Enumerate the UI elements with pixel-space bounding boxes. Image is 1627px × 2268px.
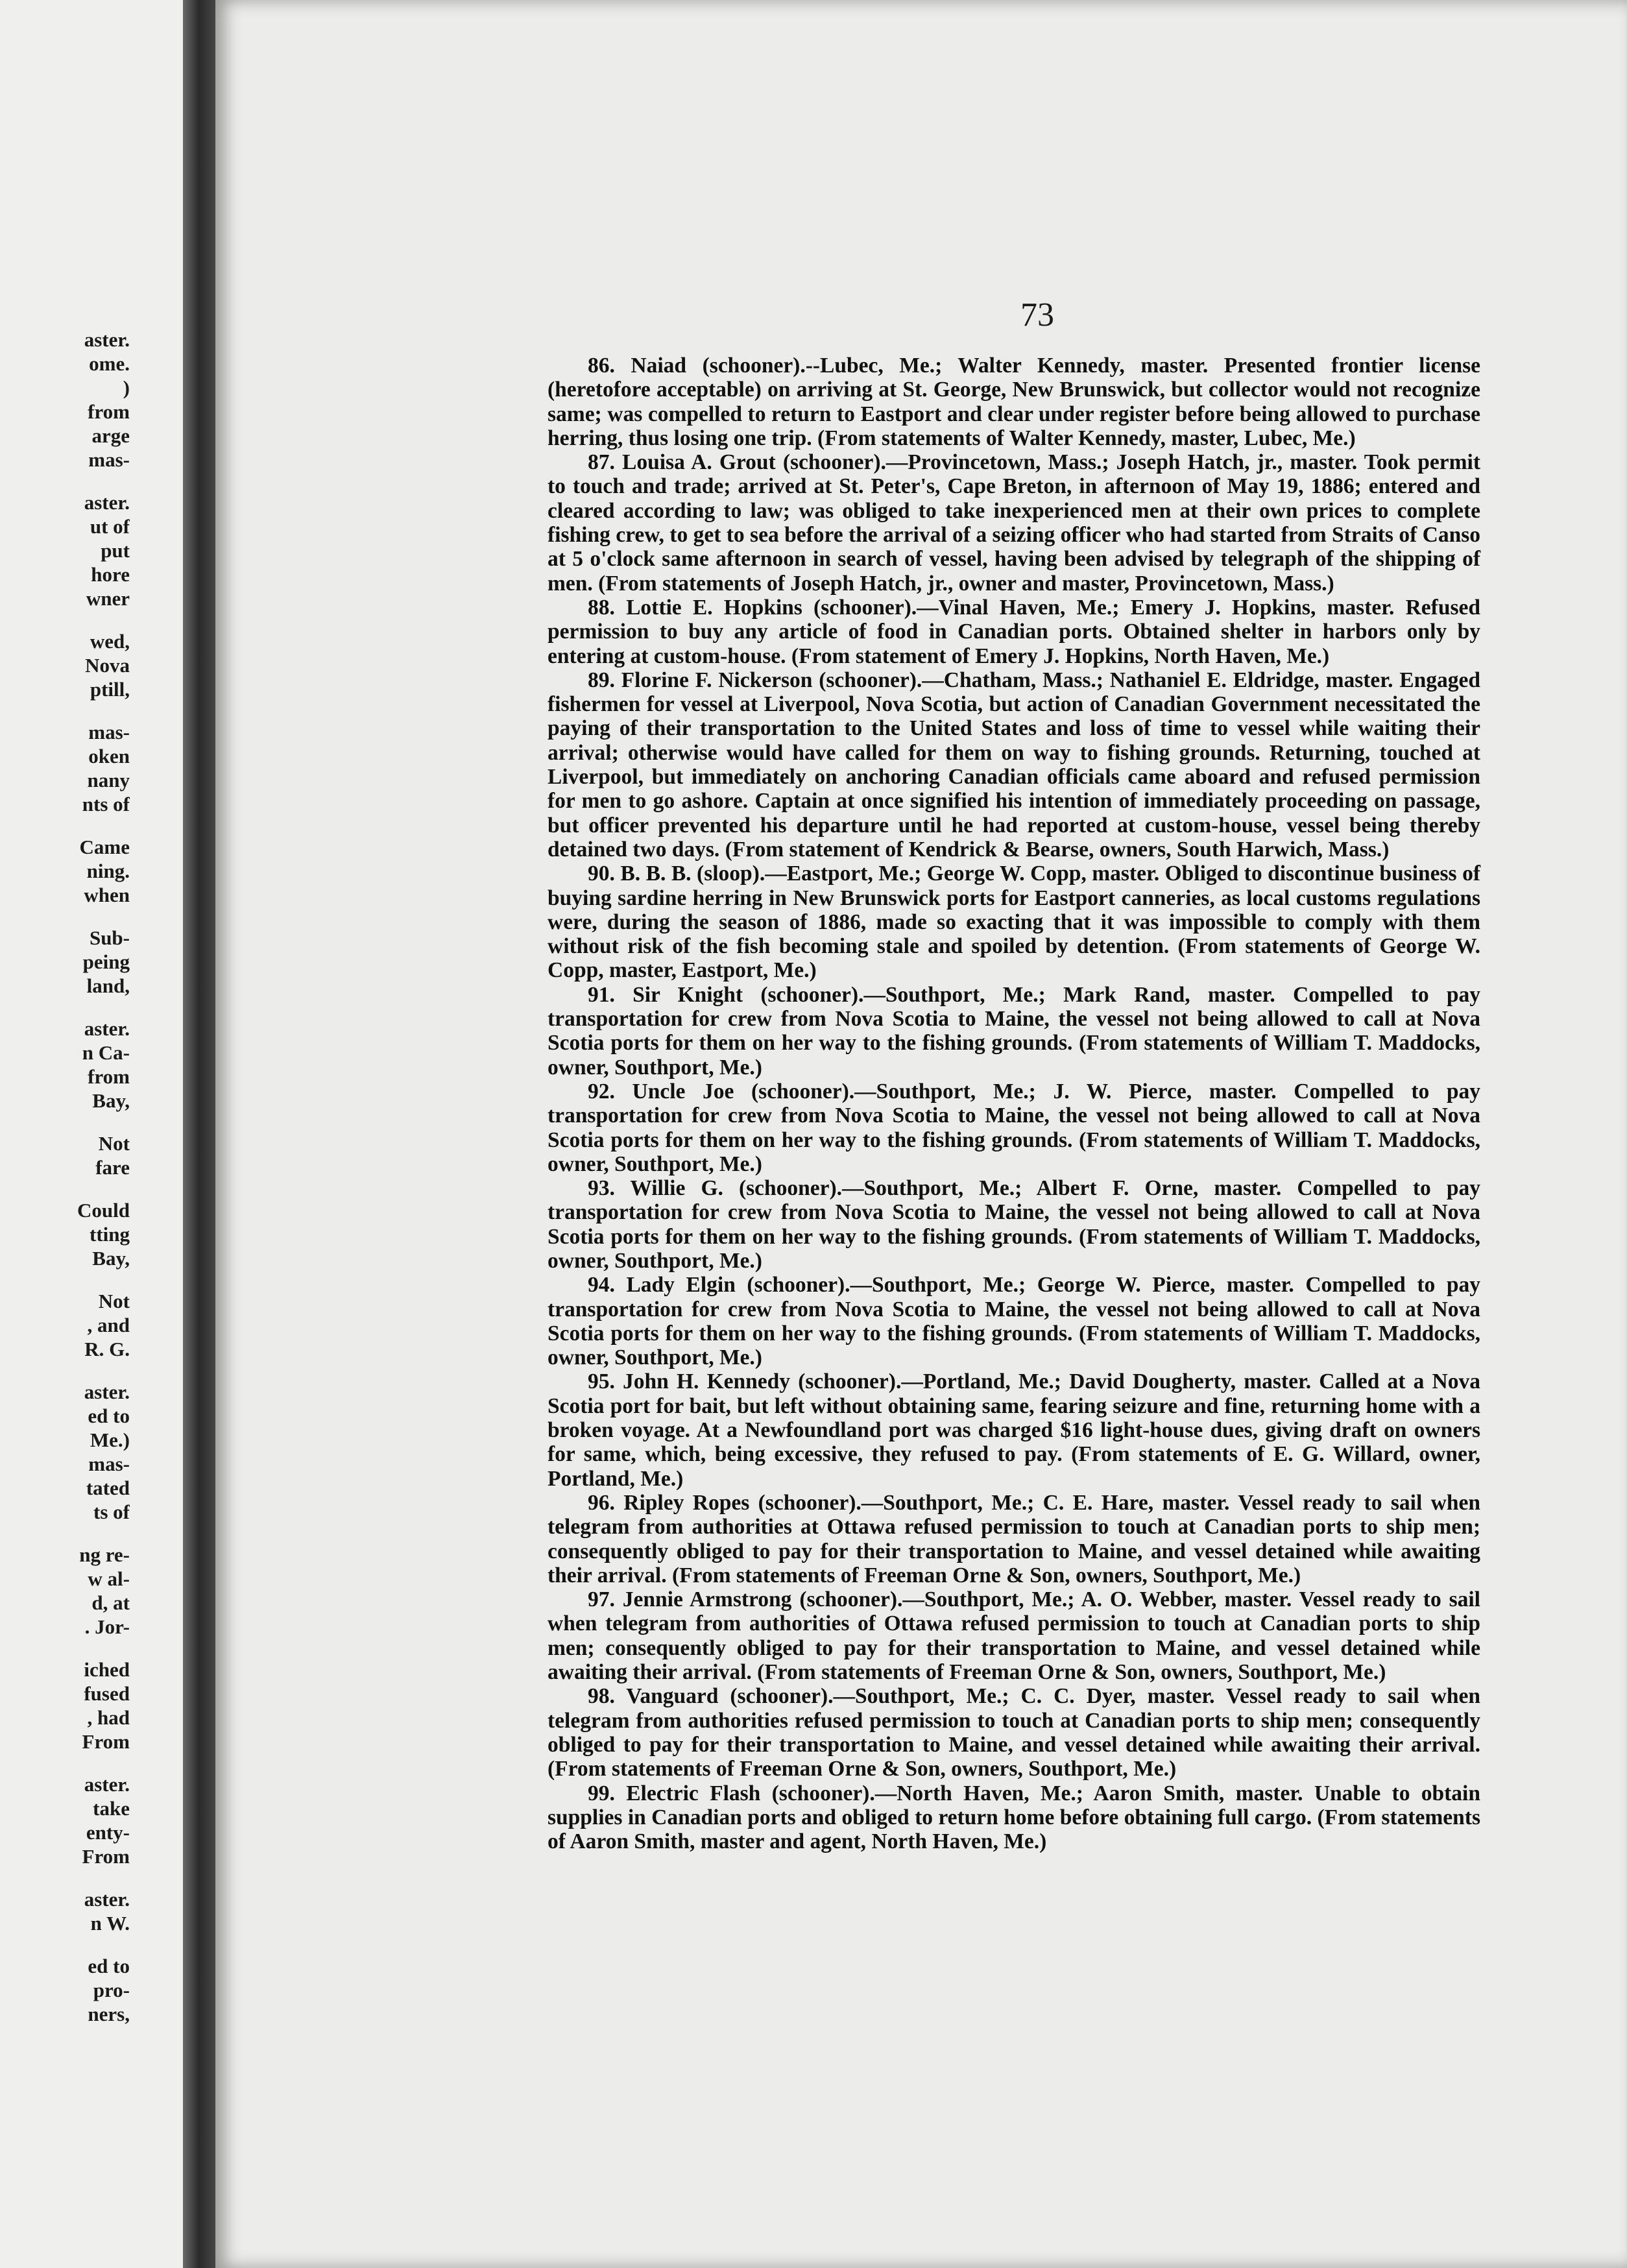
fragment-gap [0,1524,130,1543]
vessel-entry: 88. Lottie E. Hopkins (schooner).—Vinal Haven, Me.; Emery J. Hopkins, master. Refused permission to buy any article of food in Canadian ports. Obtained shelter in harbors only by entering at custom-house. (From statement of Emery J. Hopkins, North Haven, Me.) [548,595,1480,668]
previous-page-fragment: aster. [84,1773,130,1796]
previous-page-fragment: aster. [84,1381,130,1403]
document-page [215,0,1627,2268]
previous-page-fragment: aster. [84,1888,130,1911]
previous-page-fragment: wed, [90,630,130,653]
vessel-entry: 99. Electric Flash (schooner).—North Haven, Me.; Aaron Smith, master. Unable to obtain supplies in Canadian ports and obliged to return home before obtaining full cargo. (From statements of Aaron Smith, master and agent, North Haven, Me.) [548,1781,1480,1854]
previous-page-fragment: , had [87,1706,130,1729]
previous-page-fragment: Nova [85,654,130,677]
previous-page-fragment: mas- [88,1453,130,1475]
previous-page-fragment: n Ca- [82,1041,130,1064]
previous-page-fragment: tting [90,1223,130,1246]
previous-page-fragment: ning. [86,860,130,882]
fragment-gap [0,701,130,720]
previous-page-fragment: tated [86,1477,130,1499]
previous-page-fragment: from [88,400,130,423]
previous-page-fragment: from [88,1065,130,1088]
previous-page-fragment: Came [79,836,130,858]
vessel-entry: 86. Naiad (schooner).--Lubec, Me.; Walter Kennedy, master. Presented frontier license (heretofore acceptable) on arriving at St. George, New Brunswick, but collector would not recognize same; was compelled to return to Eastport and clear under register before being allowed to purchase herring, thus losing one trip. (From statements of Walter Kennedy, master, Lubec, Me.) [548,354,1480,450]
previous-page-fragment: fare [95,1156,130,1179]
vessel-entry: 89. Florine F. Nickerson (schooner).—Chatham, Mass.; Nathaniel E. Eldridge, master. Engaged fishermen for vessel at Liverpool, Nova Scotia, but action of Canadian Government necessitated the paying of their transportation to the United States and loss of time to vessel while waiting their arrival; otherwise would have called for them on way to fishing grounds. Returning, touched at Liverpool, but immediately on anchoring Canadian officials came aboard and refused permission for men to go ashore. Captain at once signified his intention of immediately proceeding on passage, but officer prevented his departure until he had reported at custom-house, vessel being thereby detained two days. (From statement of Kendrick & Bearse, owners, South Harwich, Mass.) [548,668,1480,862]
previous-page-fragment: hore [91,563,130,586]
previous-page-fragment: Not [98,1132,130,1155]
fragment-gap [0,1179,130,1198]
vessel-entry: 94. Lady Elgin (schooner).—Southport, Me.; George W. Pierce, master. Compelled to pay transportation for crew from Nova Scotia to Maine, the vessel not being allowed to call at Nova Scotia ports for them on her way to the fishing grounds. (From statements of William T. Maddocks, owner, Southport, Me.) [548,1273,1480,1370]
previous-page-fragment: w al- [88,1567,130,1590]
previous-page-fragment: R. G. [84,1338,130,1360]
previous-page-fragment: aster. [84,328,130,351]
page-number: 73 [1020,296,1054,333]
previous-page-fragment: wner [86,587,130,610]
fragment-gap [0,1754,130,1772]
previous-page-fragment: n W. [90,1912,130,1935]
entries-list [548,354,1480,1853]
previous-page-fragment: ts of [93,1501,130,1523]
fragment-gap [0,1361,130,1380]
previous-page-fragment: ut of [90,515,130,538]
previous-page-fragment: nts of [82,793,130,815]
vessel-entry: 96. Ripley Ropes (schooner).—Southport, Me.; C. E. Hare, master. Vessel ready to sail when telegram from authorities at Ottawa refused permission to touch at Canadian ports to ship men; consequently obliged to pay for their transportation to Maine, and vessel detained while awaiting their arrival. (From statements of Freeman Orne & Son, owners, Southport, Me.) [548,1490,1480,1587]
fragment-gap [0,472,130,490]
vessel-entry: 98. Vanguard (schooner).—Southport, Me.; C. C. Dyer, master. Vessel ready to sail when telegram from authorities refused permission to touch at Canadian ports to ship men; consequently obliged to pay for their transportation to Maine, and vessel detained while awaiting their arrival. (From statements of Freeman Orne & Son, owners, Southport, Me.) [548,1684,1480,1781]
previous-page-fragment: peing [82,950,130,973]
fragment-gap [0,998,130,1017]
previous-page-fragment: Not [98,1290,130,1312]
previous-page-fragment: put [101,539,130,562]
previous-page-fragment: mas- [88,448,130,471]
vessel-entry: 92. Uncle Joe (schooner).—Southport, Me.; J. W. Pierce, master. Compelled to pay transportation for crew from Nova Scotia to Maine, the vessel not being allowed to call at Nova Scotia ports for them on her way to the fishing grounds. (From statements of William T. Maddocks, owner, Southport, Me.) [548,1079,1480,1176]
previous-page-fragment: , and [87,1314,130,1336]
previous-page-fragment: From [82,1845,130,1868]
previous-page-fragment: enty- [86,1821,130,1844]
previous-page-fragment: ptill, [90,678,130,701]
previous-page-fragment: Bay, [92,1089,130,1112]
fragment-gap [0,907,130,926]
vessel-entry: 95. John H. Kennedy (schooner).—Portland, Me.; David Dougherty, master. Called at a Nova Scotia port for bait, but left without obtaining same, fearing seizure and fine, returning home with a broken voyage. At a Newfoundland port was charged $16 light-house dues, giving draft on owners for same, which, being excessive, they refused to pay. (From statements of E. G. Willard, owner, Portland, Me.) [548,1369,1480,1491]
previous-page-fragment: take [93,1797,130,1820]
fragment-gap [0,1935,130,1954]
previous-page-fragment: mas- [88,721,130,743]
fragment-gap [0,610,130,629]
previous-page-fragment: oken [88,745,130,767]
fragment-gap [0,1270,130,1289]
previous-page-fragment: aster. [84,1017,130,1040]
fragment-gap [0,1868,130,1887]
previous-page-fragment: pro- [93,1979,130,2001]
vessel-entry: 87. Louisa A. Grout (schooner).—Provincetown, Mass.; Joseph Hatch, jr., master. Took permit to touch and trade; arrived at St. Peter's, Cape Breton, in afternoon of May 19, 1886; entered and cleared according to law; was obliged to take inexperienced men at their own prices to complete fishing crew, to get to sea before the arrival of a seizing officer who had started from Straits of Canso at 5 o'clock same afternoon in search of vessel, having been advised by telegraph of the shipping of men. (From statements of Joseph Hatch, jr., owner and master, Provincetown, Mass.) [548,450,1480,596]
previous-page-fragment: land, [86,974,130,997]
previous-page-fragment: ners, [88,2003,130,2025]
fragment-gap [0,1113,130,1131]
previous-page-fragment: nany [87,769,130,791]
previous-page-fragment: d, at [91,1591,130,1614]
previous-page-fragment: Sub- [89,926,130,949]
previous-page-fragment: when [84,884,130,906]
previous-page-fragment: ) [123,376,130,399]
previous-page-fragment: ed to [88,1955,130,1977]
book-gutter [183,0,219,2268]
vessel-entry: 97. Jennie Armstrong (schooner).—Southport, Me.; A. O. Webber, master. Vessel ready to sail when telegram from authorities of Ottawa refused permission to touch at Canadian ports to ship men; consequently obliged to pay for their transportation to Maine, and vessel detained while awaiting their arrival. (From statements of Freeman Orne & Son, owners, Southport, Me.) [548,1587,1480,1685]
vessel-entry: 90. B. B. B. (sloop).—Eastport, Me.; George W. Copp, master. Obliged to discontinue business of buying sardine herring in New Brunswick ports for Eastport canneries, as local customs regulations were, during the season of 1886, made so exacting that it was impossible to comply with them without risk of the fish becoming stale and spoiled by detention. (From statements of George W. Copp, master, Eastport, Me.) [548,862,1480,983]
fragment-gap [0,1639,130,1658]
previous-page-fragment: Bay, [92,1247,130,1270]
fragment-gap [0,816,130,835]
previous-page-fragment: Me.) [90,1429,130,1451]
previous-page-fragment: . Jor- [84,1615,130,1638]
previous-page-fragment: ed to [88,1405,130,1427]
previous-page-fragment: fused [84,1682,130,1705]
vessel-entry: 91. Sir Knight (schooner).—Southport, Me.; Mark Rand, master. Compelled to pay transportation for crew from Nova Scotia to Maine, the vessel not being allowed to call at Nova Scotia ports for them on her way to the fishing grounds. (From statements of William T. Maddocks, owner, Southport, Me.) [548,982,1480,1080]
previous-page-fragment: arge [91,424,130,447]
previous-page-fragment: From [82,1730,130,1753]
previous-page-fragment: ng re- [79,1543,130,1566]
previous-page-fragment: ome. [89,352,130,375]
previous-page-fragment: Could [77,1199,130,1222]
previous-page-fragment: iched [84,1658,130,1681]
vessel-entry: 93. Willie G. (schooner).—Southport, Me.; Albert F. Orne, master. Compelled to pay transportation for crew from Nova Scotia to Maine, the vessel not being allowed to call at Nova Scotia ports for them on her way to the fishing grounds. (From statements of William T. Maddocks, owner, Southport, Me.) [548,1176,1480,1273]
previous-page [0,0,195,2268]
previous-page-fragment: aster. [84,491,130,514]
previous-page-text-fragments [0,328,130,2026]
